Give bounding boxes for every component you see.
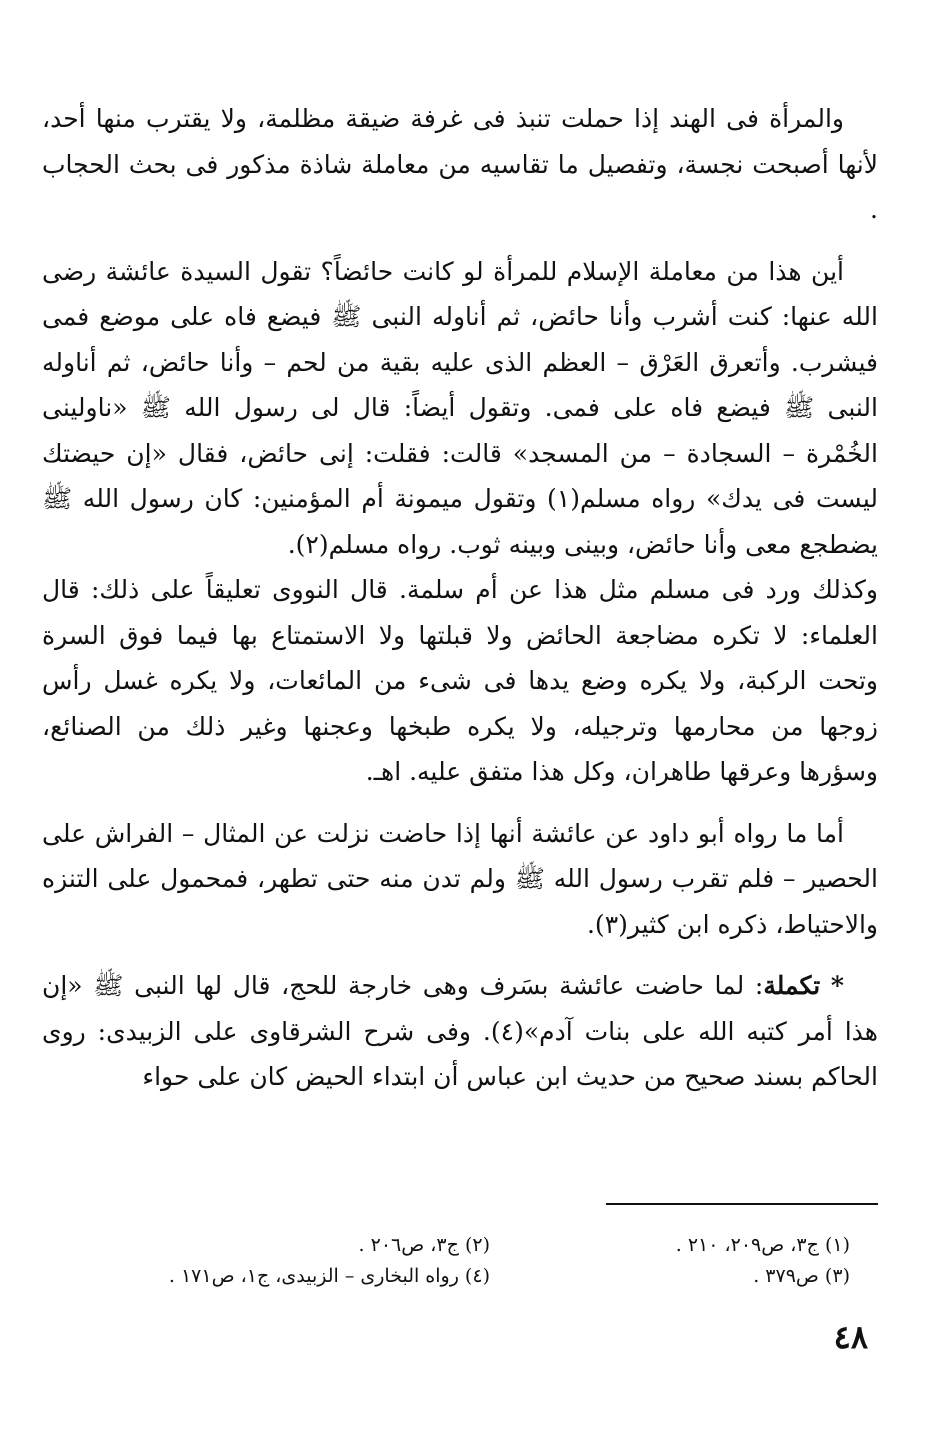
footnotes (120, 1230, 850, 1292)
takmila-text: : لما حاضت عائشة بسَرف وهى خارجة للحج، قال لها النبى ﷺ «إن هذا أمر كتبه الله على بنات آدم»(٤). وفى شرح الشرقاوى على الزبيدى: روى الحاكم بسند صحيح من حديث ابن عباس أن ابتداء الحيض كان على حواء (42, 971, 878, 1091)
takmila-label: تكملة (763, 971, 821, 1000)
footnote-separator (606, 1203, 878, 1205)
paragraph-hindu-women: والمرأة فى الهند إذا حملت تنبذ فى غرفة ضيقة مظلمة، ولا يقترب منها أحد، لأنها أصبحت نجسة، وتفصيل ما تقاسيه من معاملة شاذة مذكور فى بحث الحجاب . (42, 104, 878, 224)
star-marker: * (830, 971, 844, 1000)
page-number: ٤٨ (833, 1318, 868, 1356)
footnote-1: (١) ج٣، ص٢٠٩، ٢١٠ . (675, 1234, 850, 1256)
body-text (42, 96, 878, 1100)
footnote-row (120, 1230, 850, 1261)
footnote-3: (٣) ص٣٧٩ . (753, 1265, 850, 1287)
footnote-2: (٢) ج٣، ص٢٠٦ . (358, 1234, 490, 1256)
paragraph-nawawi-commentary: وكذلك ورد فى مسلم مثل هذا عن أم سلمة. قال النووى تعليقاً على ذلك: قال العلماء: لا تكره مضاجعة الحائض ولا قبلتها ولا الاستمتاع بها فيما فوق السرة وتحت الركبة، ولا يكره وضع يدها فى شىء من المائعات، ولا يكره غسل رأس زوجها من محارمها وترجيله، ولا يكره طبخها وعجنها وغير ذلك من الصنائع، وسؤرها وعرقها طاهران، وكل هذا متفق عليه. اهـ. (42, 575, 878, 786)
paragraph-takmila (42, 963, 878, 1100)
footnote-row (120, 1261, 850, 1292)
paragraph-aisha-hadith: أين هذا من معاملة الإسلام للمرأة لو كانت حائضاً؟ تقول السيدة عائشة رضى الله عنها: كنت أشرب وأنا حائض، ثم أناوله النبى ﷺ فيضع فاه على موضع فمى فيشرب. وأتعرق العَرْق – العظم الذى عليه بقية من لحم – وأنا حائض، ثم أناوله النبى ﷺ فيضع فاه على فمى. وتقول أيضاً: قال لى رسول الله ﷺ «ناولينى الخُمْرة – السجادة – من المسجد» قالت: فقلت: إنى حائض، فقال «إن حيضتك ليست فى يدك» رواه مسلم(١) وتقول ميمونة أم المؤمنين: كان رسول الله ﷺ يضطجع معى وأنا حائض، وبينى وبينه ثوب. رواه مسلم(٢). (42, 256, 878, 559)
paragraph-abu-dawud: أما ما رواه أبو داود عن عائشة أنها إذا حاضت نزلت عن المثال – الفراش على الحصير – فلم تقرب رسول الله ﷺ ولم تدن منه حتى تطهر، فمحمول على التنزه والاحتياط، ذكره ابن كثير(٣). (42, 818, 878, 939)
footnote-4: (٤) رواه البخارى – الزبيدى، ج١، ص١٧١ . (168, 1265, 490, 1287)
